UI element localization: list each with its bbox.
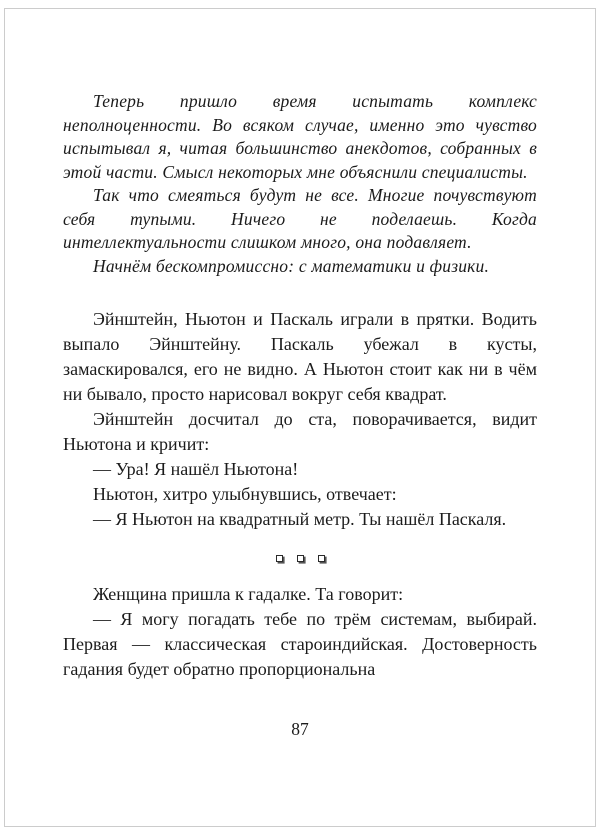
dialogue-line: — Ура! Я нашёл Ньютона! <box>93 459 299 479</box>
intro-paragraph: Так что смеяться будут не все. Многие почувствуют себя тупыми. Ничего не поделаешь. Когда интеллектуальности слишком много, она подавляет. <box>63 185 537 252</box>
section-separator <box>63 553 537 563</box>
joke-paragraph: Эйнштейн, Ньютон и Паскаль играли в прятки. Водить выпало Эйнштейну. Паскаль убежал в кусты, замаскировался, его не видно. А Ньютон стоит как ни в чём ни бывало, просто нарисовал вокруг себя квадрат. <box>63 309 537 404</box>
joke-paragraph: Ньютон, хитро улыбнувшись, отвечает: <box>93 484 397 504</box>
square-icon <box>276 555 283 562</box>
intro-paragraph: Начнём бескомпромиссно: с математики и физики. <box>93 255 490 276</box>
joke-paragraph: Эйнштейн досчитал до ста, поворачивается, видит Ньютона и кричит: <box>63 409 537 454</box>
page-number: 87 <box>291 719 309 739</box>
intro-paragraph: Теперь пришло время испытать комплекс неполноценности. Во всяком случае, именно это чувство испытывал я, читая большинство анекдотов, собранных в этой части. Смысл некоторых мне объяснили специалисты. <box>63 91 537 182</box>
square-icon <box>318 555 325 562</box>
dialogue-line: — Я Ньютон на квадратный метр. Ты нашёл Паскаля. <box>93 509 507 529</box>
joke-paragraph: Женщина пришла к гадалке. Та говорит: <box>93 584 404 604</box>
text-block <box>63 90 537 682</box>
square-icon <box>297 555 304 562</box>
dialogue-line: — Я могу погадать тебе по трём системам, выбирай. Первая — классическая староиндийская. Достоверность гадания будет обратно пропорциональна <box>63 609 537 679</box>
